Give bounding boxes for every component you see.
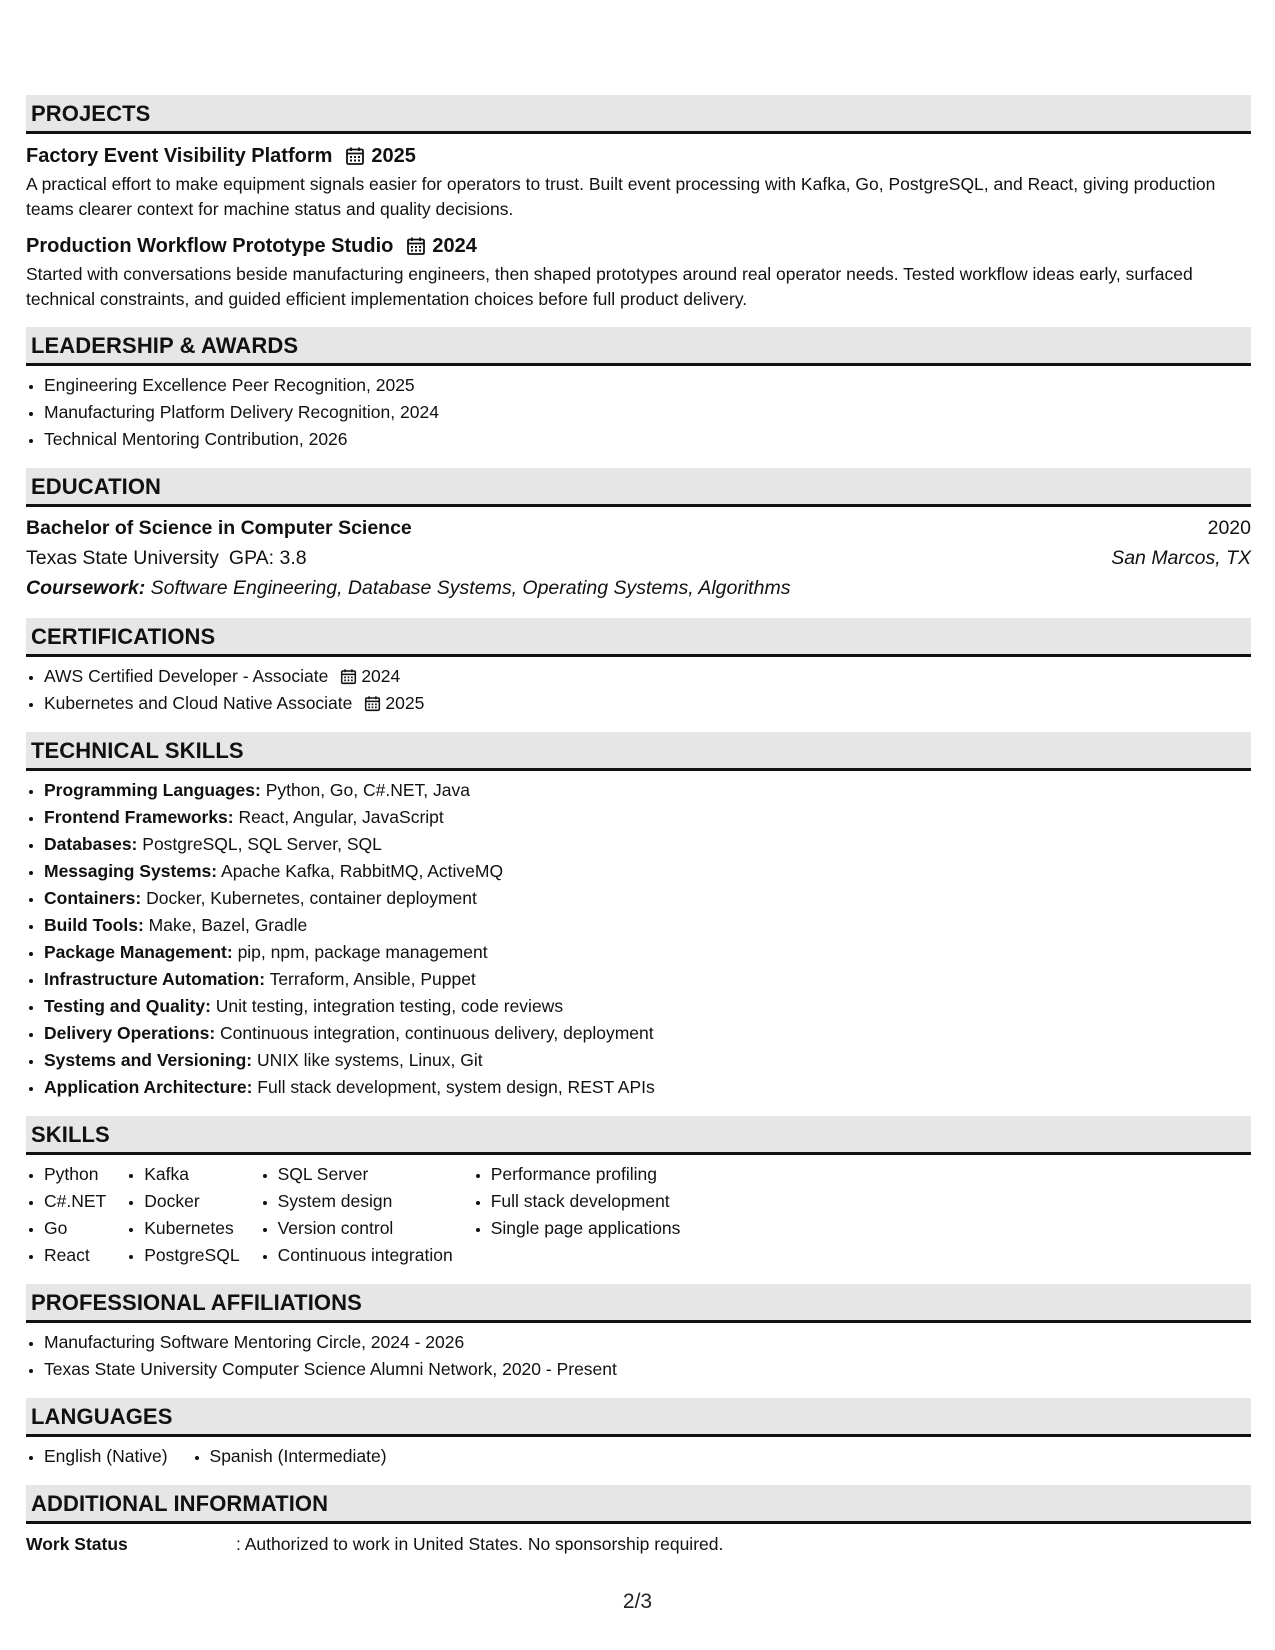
page-number: 2/3 xyxy=(622,1590,653,1613)
list-item xyxy=(44,690,1251,717)
section-heading-additional-info: ADDITIONAL INFORMATION xyxy=(26,1485,1251,1524)
work-status-label: Work Status xyxy=(26,1534,128,1554)
project-year: 2025 xyxy=(371,145,416,167)
work-status-value: : Authorized to work in United States. No sponsorship required. xyxy=(236,1534,724,1554)
project-title: Factory Event Visibility Platform xyxy=(26,145,333,167)
section-heading-projects: PROJECTS xyxy=(26,95,1251,134)
languages-row xyxy=(26,1443,1251,1470)
education-gpa: GPA: 3.8 xyxy=(228,547,307,569)
certification-year: 2025 xyxy=(385,693,425,713)
skill-category: Containers: xyxy=(44,888,142,908)
affiliations-list xyxy=(26,1329,1251,1383)
certification-line xyxy=(44,690,424,717)
list-item: • Kubernetes xyxy=(144,1215,239,1242)
list-item: • English (Native) xyxy=(44,1443,168,1470)
education-school-row xyxy=(26,543,1251,573)
list-item: • Engineering Excellence Peer Recognition, 2025 xyxy=(44,372,1251,399)
project-item xyxy=(26,140,1251,222)
project-title: Production Workflow Prototype Studio xyxy=(26,235,394,257)
certification-line xyxy=(44,663,400,690)
list-item: • Single page applications xyxy=(491,1215,681,1242)
languages-list xyxy=(192,1443,387,1470)
coursework-label: Coursework: xyxy=(26,577,146,599)
education-year: 2020 xyxy=(1207,517,1251,539)
list-item: • PostgreSQL xyxy=(144,1242,239,1269)
skills-column xyxy=(260,1161,453,1269)
certification-year: 2024 xyxy=(361,666,401,686)
project-year: 2024 xyxy=(432,235,477,257)
skills-column xyxy=(473,1161,681,1269)
list-item xyxy=(44,885,1251,912)
section-heading-technical-skills: TECHNICAL SKILLS xyxy=(26,732,1251,771)
education-degree: Bachelor of Science in Computer Science xyxy=(26,517,412,539)
education-coursework xyxy=(26,573,1251,603)
project-description: Started with conversations beside manufacturing engineers, then shaped prototypes around real operator needs. Tested workflow ideas early, surfaced technical constraints, and guided efficient implementation choices before full product delivery. xyxy=(26,264,1193,309)
skill-values: PostgreSQL, SQL Server, SQL xyxy=(142,834,382,854)
skill-category: Build Tools: xyxy=(44,915,144,935)
list-item xyxy=(44,663,1251,690)
work-status-row xyxy=(26,1530,1251,1558)
skills-grid xyxy=(26,1161,1251,1269)
education-location: San Marcos, TX xyxy=(1111,547,1251,569)
list-item xyxy=(44,966,1251,993)
section-heading-leadership: LEADERSHIP & AWARDS xyxy=(26,327,1251,366)
skill-values: pip, npm, package management xyxy=(237,942,488,962)
list-item: • Python xyxy=(44,1161,106,1188)
project-title-row xyxy=(26,140,1251,172)
list-item xyxy=(44,1047,1251,1074)
section-heading-affiliations: PROFESSIONAL AFFILIATIONS xyxy=(26,1284,1251,1323)
certification-name: • Kubernetes and Cloud Native Associate xyxy=(44,693,353,713)
education-degree-row xyxy=(26,513,1251,543)
list-item: • Manufacturing Platform Delivery Recognition, 2024 xyxy=(44,399,1251,426)
skill-category: Delivery Operations: xyxy=(44,1023,216,1043)
skill-values: Make, Bazel, Gradle xyxy=(148,915,308,935)
list-item: • Full stack development xyxy=(491,1188,681,1215)
technical-skills-list xyxy=(26,777,1251,1101)
skills-column xyxy=(26,1161,106,1269)
list-item: • Texas State University Computer Science Alumni Network, 2020 - Present xyxy=(44,1356,1251,1383)
section-heading-languages: LANGUAGES xyxy=(26,1398,1251,1437)
skill-values: React, Angular, JavaScript xyxy=(238,807,444,827)
list-item: • Docker xyxy=(144,1188,239,1215)
list-item xyxy=(44,804,1251,831)
section-heading-certifications: CERTIFICATIONS xyxy=(26,618,1251,657)
certification-name: • AWS Certified Developer - Associate xyxy=(44,666,329,686)
resume-content xyxy=(26,95,1251,1558)
skill-values: Continuous integration, continuous delivery, deployment xyxy=(220,1023,654,1043)
list-item xyxy=(44,858,1251,885)
languages-list xyxy=(26,1443,168,1470)
skill-values: Docker, Kubernetes, container deployment xyxy=(146,888,477,908)
list-item xyxy=(44,831,1251,858)
skill-category: Package Management: xyxy=(44,942,233,962)
list-item xyxy=(44,912,1251,939)
skill-values: Python, Go, C#.NET, Java xyxy=(265,780,470,800)
list-item: • Spanish (Intermediate) xyxy=(210,1443,387,1470)
skill-values: Terraform, Ansible, Puppet xyxy=(269,969,476,989)
project-title-row xyxy=(26,230,1251,262)
list-item xyxy=(44,993,1251,1020)
list-item: • Continuous integration xyxy=(278,1242,453,1269)
education-school: Texas State University xyxy=(26,547,219,569)
list-item: • React xyxy=(44,1242,106,1269)
skill-values: Full stack development, system design, REST APIs xyxy=(257,1077,655,1097)
education-school-group xyxy=(26,543,307,573)
list-item xyxy=(44,1074,1251,1101)
list-item: • Kafka xyxy=(144,1161,239,1188)
skill-category: Systems and Versioning: xyxy=(44,1050,253,1070)
project-item xyxy=(26,230,1251,312)
skill-category: Messaging Systems: xyxy=(44,861,218,881)
skill-category: Frontend Frameworks: xyxy=(44,807,234,827)
calendar-icon xyxy=(340,668,357,685)
skill-category: Databases: xyxy=(44,834,138,854)
skill-category: Application Architecture: xyxy=(44,1077,253,1097)
list-item: • Technical Mentoring Contribution, 2026 xyxy=(44,426,1251,453)
list-item xyxy=(44,939,1251,966)
calendar-icon xyxy=(406,236,426,256)
list-item xyxy=(44,1020,1251,1047)
skill-values: Apache Kafka, RabbitMQ, ActiveMQ xyxy=(221,861,504,881)
skill-values: UNIX like systems, Linux, Git xyxy=(257,1050,483,1070)
list-item xyxy=(44,777,1251,804)
section-heading-education: EDUCATION xyxy=(26,468,1251,507)
skill-category: Testing and Quality: xyxy=(44,996,211,1016)
skills-column xyxy=(126,1161,239,1269)
list-item: • Version control xyxy=(278,1215,453,1242)
certifications-list xyxy=(26,663,1251,717)
skill-values: Unit testing, integration testing, code reviews xyxy=(215,996,564,1016)
list-item: • Performance profiling xyxy=(491,1161,681,1188)
project-description: A practical effort to make equipment signals easier for operators to trust. Built event processing with Kafka, Go, PostgreSQL, and React, giving production teams clearer context for machine status and quality decisions. xyxy=(26,174,1216,219)
calendar-icon xyxy=(345,146,365,166)
list-item: • Manufacturing Software Mentoring Circle, 2024 - 2026 xyxy=(44,1329,1251,1356)
skill-category: Infrastructure Automation: xyxy=(44,969,266,989)
list-item: • SQL Server xyxy=(278,1161,453,1188)
skill-category: Programming Languages: xyxy=(44,780,261,800)
list-item: • C#.NET xyxy=(44,1188,106,1215)
section-heading-skills: SKILLS xyxy=(26,1116,1251,1155)
coursework-list: Software Engineering, Database Systems, Operating Systems, Algorithms xyxy=(150,577,791,599)
list-item: • Go xyxy=(44,1215,106,1242)
list-item: • System design xyxy=(278,1188,453,1215)
awards-list xyxy=(26,372,1251,453)
calendar-icon xyxy=(364,695,381,712)
